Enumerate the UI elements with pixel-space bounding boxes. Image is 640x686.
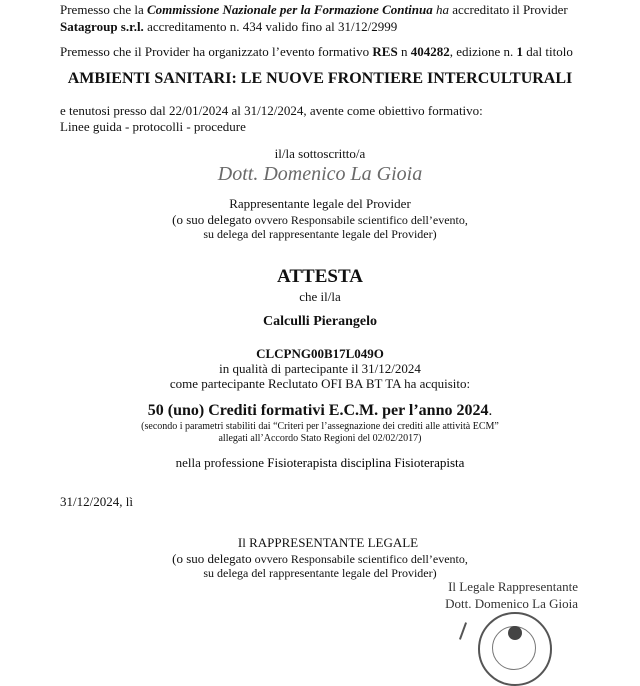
event-number: 404282	[410, 44, 450, 59]
delegate-word: delegato	[207, 551, 252, 566]
date-place: 31/12/2024, lì	[60, 494, 133, 509]
credits-awarded: 50 (uno) Crediti formativi E.C.M. per l’anno 2024	[147, 402, 489, 419]
signature-block	[445, 578, 578, 612]
intro-text: , edizione n.	[449, 44, 517, 59]
legal-rep-title: Il RAPPRESENTANTE LEGALE	[237, 535, 419, 550]
provider-name: Satagroup s.r.l.	[60, 19, 144, 34]
signature-stroke-icon	[459, 622, 467, 640]
criteria-line-2: allegati all’Accordo Stato Regioni del 02/02/2017)	[218, 433, 422, 444]
signatory-role: Rappresentante legale del Provider	[229, 196, 411, 211]
participant-name: Calculli Pierangelo	[263, 314, 377, 329]
profession-label: nella professione	[175, 455, 268, 470]
delegate-text: ovvero Responsabile scientifico dell’evento,	[251, 552, 468, 566]
provider-stamp-icon	[478, 612, 552, 686]
credits-period: .	[488, 403, 493, 419]
event-objective: Linee guida - protocolli - procedure	[60, 119, 246, 134]
delegate-word: delegato	[207, 212, 252, 227]
edition-number: 1	[516, 44, 523, 59]
criteria-line-1: (secondo i parametri stabiliti dai “Criteri per l’assegnazione dei crediti alle attività ECM”	[141, 421, 499, 432]
intro-line-1	[60, 2, 568, 18]
intro-text: accreditato il Provider	[448, 2, 568, 17]
profession-line	[0, 455, 640, 471]
signature-role: Il Legale Rappresentante	[448, 579, 578, 594]
intro-line-3	[60, 44, 573, 60]
attesta-subheading: che il/la	[299, 289, 341, 304]
event-title: AMBIENTI SANITARI: LE NUOVE FRONTIERE INTERCULTURALI	[67, 70, 573, 87]
accreditation-text: accreditamento n. 434 valido fino al 31/12/2999	[143, 19, 398, 34]
delegate-text: (o suo	[172, 551, 208, 566]
intro-text: Premesso che il Provider ha organizzato l’evento formativo	[60, 44, 373, 59]
footer-delegate-line-1	[0, 551, 640, 567]
delegate-text: (o suo	[172, 212, 208, 227]
recruited-text: come partecipante Reclutato OFI BA BT TA ha acquisito:	[169, 376, 471, 391]
signatory-delegate-line-1	[0, 212, 640, 228]
participation-text: in qualità di partecipante il 31/12/2024	[219, 361, 421, 376]
event-type: RES	[372, 44, 398, 59]
intro-text: n	[397, 44, 411, 59]
fiscal-code: CLCPNG00B17L049O	[256, 346, 384, 361]
intro-text: Premesso che la	[60, 2, 148, 17]
intro-line-2	[60, 19, 397, 35]
intro-text: ha	[432, 2, 449, 17]
intro-text: dal titolo	[522, 44, 573, 59]
signatory-name: Dott. Domenico La Gioia	[217, 163, 423, 185]
profession-value: Fisioterapista disciplina Fisioterapista	[267, 455, 465, 470]
attesta-heading: ATTESTA	[277, 266, 363, 287]
stamp-emblem	[508, 626, 522, 640]
commission-name: Commissione Nazionale per la Formazione Continua	[147, 2, 433, 17]
delegate-text: ovvero Responsabile scientifico dell’evento,	[251, 213, 468, 227]
signatory-delegate-line-2: su delega del rappresentante legale del Provider)	[203, 227, 437, 241]
signatory-label: il/la sottoscritto/a	[274, 146, 366, 161]
event-period: e tenutosi presso dal 22/01/2024 al 31/12/2024, avente come obiettivo formativo:	[60, 103, 483, 118]
signature-name: Dott. Domenico La Gioia	[445, 596, 578, 611]
credits-line	[0, 402, 640, 420]
footer-delegate-line-2: su delega del rappresentante legale del Provider)	[203, 566, 437, 580]
